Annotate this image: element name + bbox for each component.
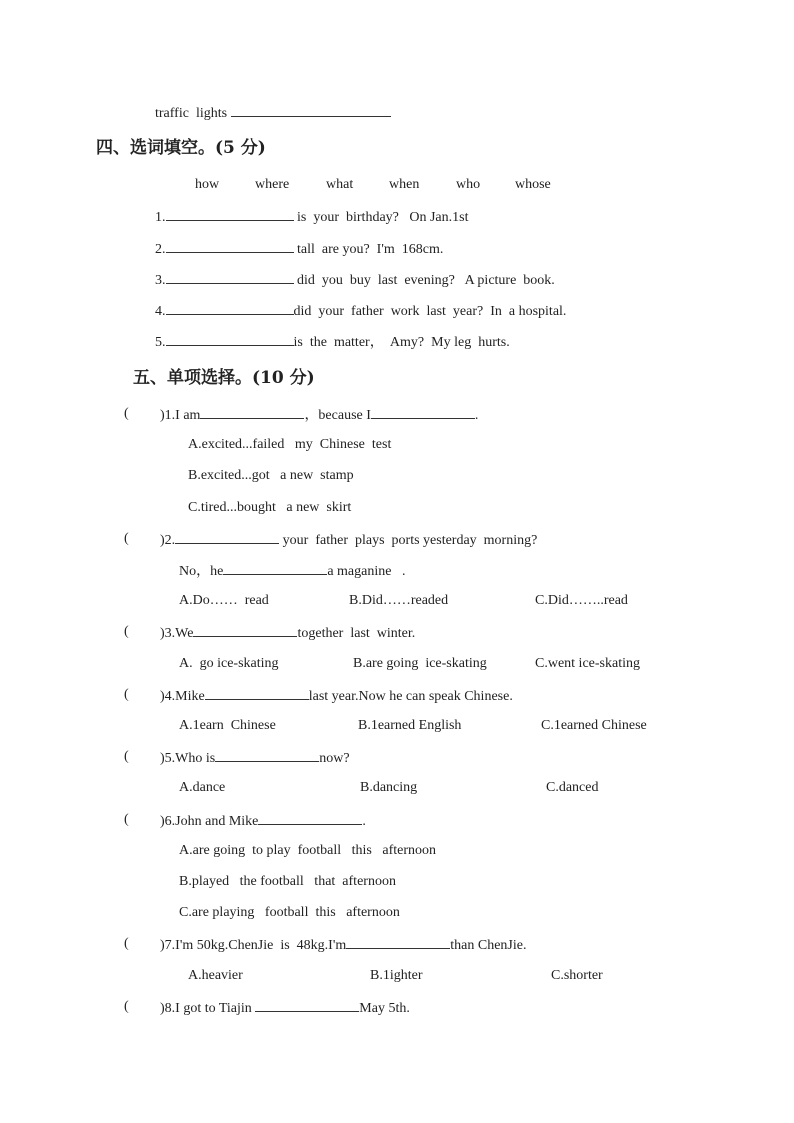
item-number: 2.: [155, 242, 166, 257]
item-text: tall are you? I'm 168cm.: [293, 242, 444, 257]
answer-blank[interactable]: [200, 405, 304, 419]
question-2: [160, 530, 537, 550]
word-bank-item: whose: [515, 177, 551, 192]
answer-paren[interactable]: (: [124, 531, 129, 546]
option-a: A. go ice-skating: [179, 656, 279, 671]
answer-blank[interactable]: [175, 530, 279, 544]
answer-blank[interactable]: [215, 748, 319, 762]
option-b: B.Did……readed: [349, 593, 449, 608]
question-5: [160, 748, 350, 768]
option-a: A.heavier: [188, 968, 243, 983]
item-number: 5.: [155, 335, 166, 350]
question-text: May 5th.: [359, 1001, 410, 1016]
answer-blank[interactable]: [166, 270, 294, 284]
question-text: than ChenJie.: [450, 938, 527, 953]
question-text: together last winter.: [297, 626, 416, 641]
option-c: C.are playing football this afternoon: [179, 905, 400, 920]
question-text: your father plays ports yesterday morning?: [279, 533, 538, 548]
question-1: [160, 405, 478, 425]
question-text: )5.Who is: [160, 751, 216, 766]
question-text: now?: [319, 751, 350, 766]
question-3: [160, 623, 415, 643]
item-text: did you buy last evening? A picture book.: [293, 273, 555, 288]
item-text: is your birthday? On Jan.1st: [293, 210, 469, 225]
question-text: )3.We: [160, 626, 194, 641]
answer-blank[interactable]: [166, 332, 294, 346]
option-c: C.shorter: [551, 968, 603, 983]
option-c: C.went ice-skating: [535, 656, 640, 671]
answer-blank[interactable]: [258, 811, 362, 825]
word-bank-item: who: [456, 177, 481, 192]
option-c: C.danced: [546, 780, 599, 795]
question-text: .: [362, 814, 366, 829]
question-text: ，because I: [304, 408, 371, 423]
answer-blank[interactable]: [166, 207, 294, 221]
question-text: )4.Mike: [160, 689, 205, 704]
option-b: B.dancing: [360, 780, 418, 795]
question-6: [160, 811, 366, 831]
question-text: No，he: [179, 564, 224, 579]
option-a: A.1earn Chinese: [179, 718, 276, 733]
question-8: [160, 998, 410, 1018]
answer-paren[interactable]: (: [124, 624, 129, 639]
item-number: 1.: [155, 210, 166, 225]
word-bank-item: when: [389, 177, 420, 192]
question-4: [160, 686, 513, 706]
question-text: .: [474, 408, 479, 423]
option-b: B.1earned English: [358, 718, 462, 733]
item-text: is the matter， Amy? My leg hurts.: [293, 335, 510, 350]
item-text: did your father work last year? In a hospital.: [293, 304, 567, 319]
question-2-line2: [179, 561, 405, 581]
question-text: )6.John and Mike: [160, 814, 259, 829]
answer-paren[interactable]: (: [124, 936, 129, 951]
answer-blank[interactable]: [255, 998, 359, 1012]
answer-paren[interactable]: (: [124, 999, 129, 1014]
option-b: B.are going ice-skating: [353, 656, 487, 671]
item-number: 4.: [155, 304, 166, 319]
traffic-lights-line: [155, 103, 391, 123]
answer-paren[interactable]: (: [124, 749, 129, 764]
fill-item-2: [155, 239, 443, 259]
option-a: A.are going to play football this afternoon: [179, 843, 436, 858]
option-a: A.dance: [179, 780, 226, 795]
answer-blank[interactable]: [166, 239, 294, 253]
option: A.excited...failed my Chinese test: [188, 437, 392, 452]
option: C.tired...bought a new skirt: [188, 500, 352, 515]
answer-blank[interactable]: [223, 561, 327, 575]
option-a: A.Do…… read: [179, 593, 269, 608]
question-text: last year.Now he can speak Chinese.: [308, 689, 513, 704]
fill-item-3: [155, 270, 555, 290]
answer-paren[interactable]: (: [124, 687, 129, 702]
option: B.excited...got a new stamp: [188, 468, 354, 483]
option-b: B.played the football that afternoon: [179, 874, 396, 889]
item-number: 3.: [155, 273, 166, 288]
option-b: B.1ighter: [370, 968, 423, 983]
option-c: C.Did……..read: [535, 593, 628, 608]
word-bank-item: what: [326, 177, 354, 192]
answer-blank[interactable]: [205, 686, 309, 700]
word-bank-item: where: [255, 177, 290, 192]
question-text: )2.: [160, 533, 176, 548]
section4-heading: 四、选词填空。(5 分): [96, 138, 266, 158]
question-7: [160, 935, 526, 955]
answer-blank[interactable]: [231, 103, 391, 117]
answer-blank[interactable]: [371, 405, 475, 419]
question-text: )8.I got to Tiajin: [160, 1001, 256, 1016]
word-bank-item: how: [195, 177, 220, 192]
answer-paren[interactable]: (: [124, 406, 129, 421]
answer-blank[interactable]: [346, 935, 450, 949]
answer-blank[interactable]: [166, 301, 294, 315]
answer-blank[interactable]: [193, 623, 297, 637]
fill-item-1: [155, 207, 468, 227]
question-text: a maganine .: [327, 564, 406, 579]
fill-item-5: [155, 332, 510, 352]
fill-item-4: [155, 301, 566, 321]
question-text: )1.I am: [160, 408, 201, 423]
question-text: )7.I'm 50kg.ChenJie is 48kg.I'm: [160, 938, 347, 953]
section5-heading: 五、单项选择。(10 分): [133, 368, 315, 388]
traffic-lights-text: traffic lights: [155, 106, 231, 121]
answer-paren[interactable]: (: [124, 812, 129, 827]
option-c: C.1earned Chinese: [541, 718, 647, 733]
